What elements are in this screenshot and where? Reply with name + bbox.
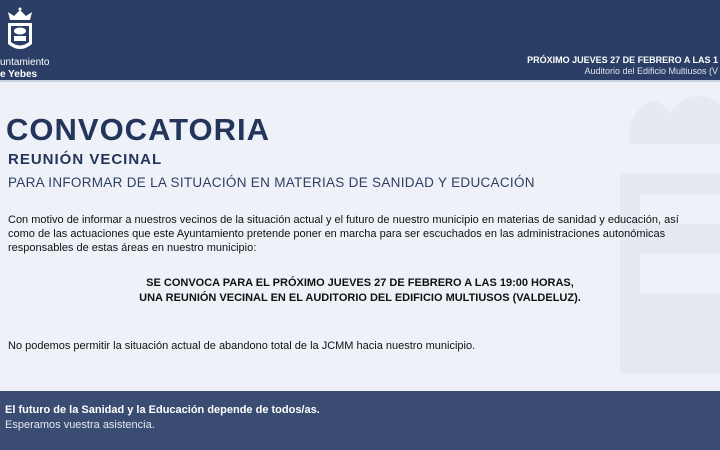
town-crest-logo [4, 6, 36, 56]
subtitle: REUNIÓN VECINAL [8, 151, 163, 168]
town-name-line2: e Yebes [0, 69, 38, 80]
footer-line1: El futuro de la Sanidad y la Educación depende de todos/as. [5, 404, 320, 416]
convocation-line1: SE CONVOCA PARA EL PRÓXIMO JUEVES 27 DE FEBRERO A LAS 19:00 HORAS, [146, 277, 574, 289]
event-summary [527, 55, 718, 76]
page-title: CONVOCATORIA [6, 112, 271, 147]
town-name-line1: untamiento [0, 57, 50, 68]
description: PARA INFORMAR DE LA SITUACIÓN EN MATERIAS DE SANIDAD Y EDUCACIÓN [8, 175, 535, 190]
header [0, 0, 720, 82]
footer [0, 391, 720, 450]
event-location: Auditorio del Edificio Multiusos (V [584, 66, 718, 76]
event-date: PRÓXIMO JUEVES 27 DE FEBRERO A LAS 1 [527, 55, 718, 65]
footer-line2: Esperamos vuestra asistencia. [5, 419, 155, 431]
convocation-line2: UNA REUNIÓN VECINAL EN EL AUDITORIO DEL EDIFICIO MULTIUSOS (VALDELUZ). [139, 292, 581, 304]
note: No podemos permitir la situación actual de abandono total de la JCMM hacia nuestro municipio. [8, 340, 476, 352]
intro-paragraph: Con motivo de informar a nuestros vecinos de la situación actual y el futuro de nuestro municipio en materias de sanidad y educación, así como de las actuaciones que este Ayuntamiento pretende poner en marcha para ser escuchados en las administraciones autonómicas responsables de estas áreas en nuestro municipio: [8, 214, 679, 254]
convocation [0, 276, 720, 306]
